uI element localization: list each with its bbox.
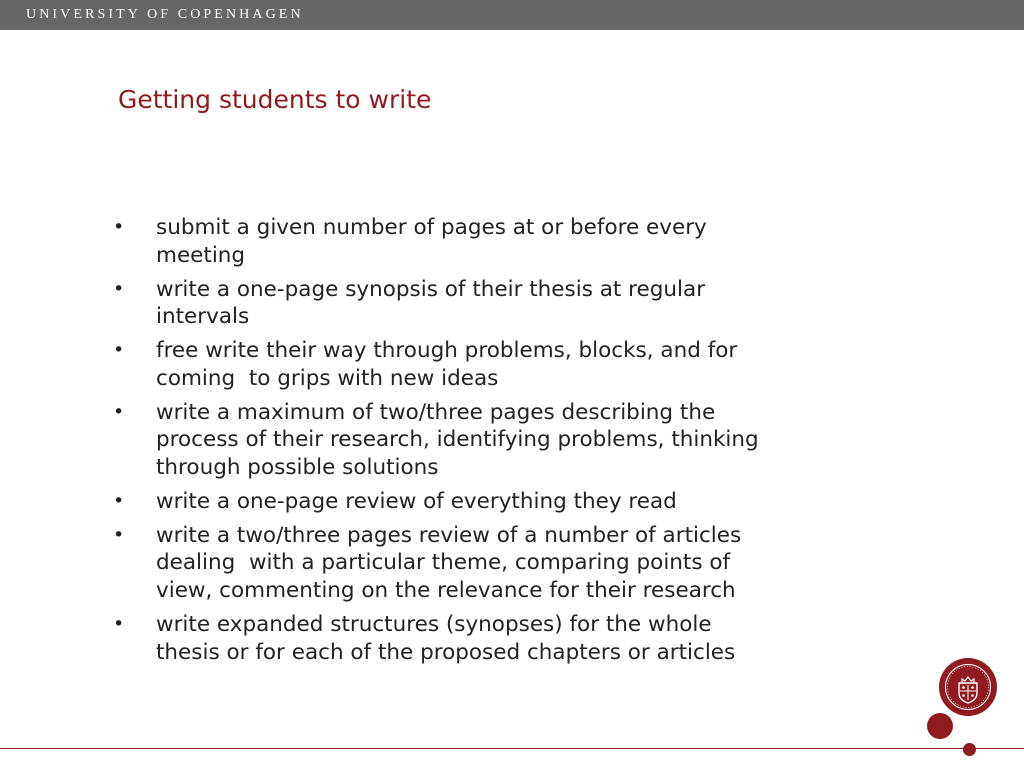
bullet-icon: • xyxy=(113,277,125,300)
bullet-icon: • xyxy=(113,489,125,512)
bullet-icon: • xyxy=(113,216,125,238)
university-seal-icon xyxy=(938,657,998,717)
bullet-icon: • xyxy=(113,613,125,636)
bullet-text: write a one-page synopsis of their thesis at regular intervals xyxy=(156,276,706,330)
bullet-item xyxy=(113,611,913,666)
decorative-dot-small xyxy=(963,743,976,756)
bullet-icon: • xyxy=(113,400,125,423)
bullet-item xyxy=(113,337,913,392)
bullet-text: submit a given number of pages at or before every meeting xyxy=(156,215,707,268)
bullet-icon: • xyxy=(113,523,125,546)
bullet-text: write expanded structures (synopses) for the whole thesis or for each of the proposed chapters or articles xyxy=(156,612,736,665)
bullet-list xyxy=(113,214,913,673)
bullet-text: write a maximum of two/three pages describing the process of their research, identifying problems, thinking through possible solutions xyxy=(156,399,759,480)
bullet-item xyxy=(113,522,913,605)
bullet-item xyxy=(113,488,913,516)
bullet-icon: • xyxy=(113,339,125,362)
university-name: UNIVERSITY OF COPENHAGEN xyxy=(26,7,304,22)
header-bar xyxy=(0,0,1024,30)
slide-title: Getting students to write xyxy=(118,85,432,114)
bullet-item xyxy=(113,276,913,331)
decorative-dot-large xyxy=(927,713,953,739)
bullet-text: write a two/three pages review of a number of articles dealing with a particular theme, comparing points of view, commenting on the relevance for their research xyxy=(156,522,742,604)
bullet-text: free write their way through problems, blocks, and for coming to grips with new ideas xyxy=(156,338,738,391)
bullet-item xyxy=(113,399,913,482)
bullet-item xyxy=(113,214,913,269)
bullet-text: write a one-page review of everything they read xyxy=(156,488,677,514)
footer-divider xyxy=(0,748,1024,749)
